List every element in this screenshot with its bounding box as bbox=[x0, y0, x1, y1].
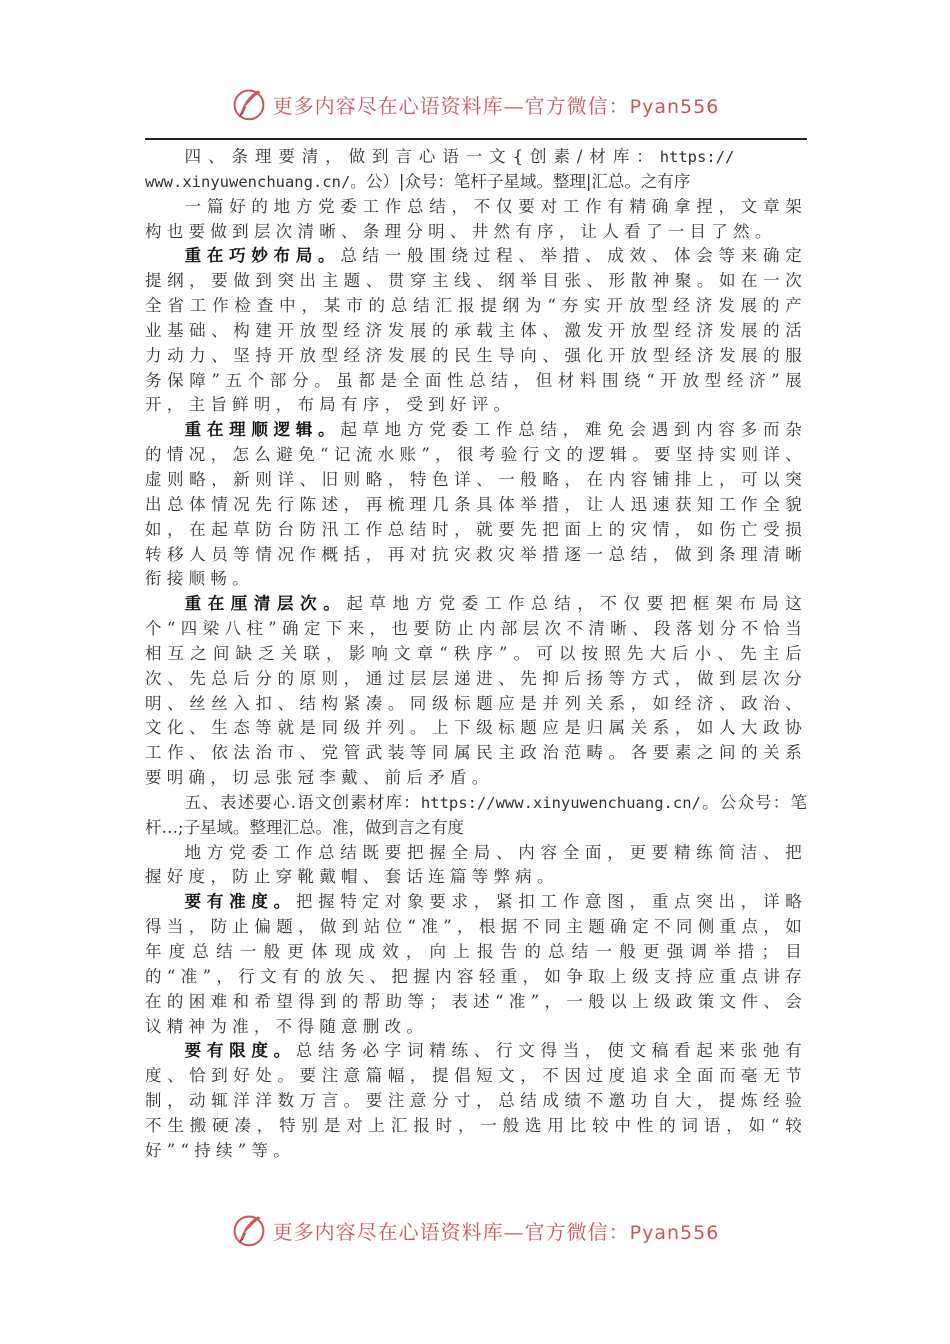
quill-pen-icon bbox=[231, 1212, 267, 1248]
paragraph-logic: 重在理顺逻辑。起草地方党委工作总结，难免会遇到内容多而杂的情况，怎么避免“记流水账”，很考验行文的逻辑。要坚持实则详、虚则略，新则详、旧则略，特色详、一般略，在内容铺排上，可以突出总体情况先行陈述，再梳理几条具体举措，让人迅速获知工作全貌如，在起草防台防汛工作总结时，就要先把面上的灾情，如伤亡受损转移人员等情况作概括，再对抗灾救灾举措逐一总结，做到条理清晰衔接顺畅。 bbox=[145, 420, 807, 589]
footer-banner-text: 更多内容尽在心语资料库—官方微信：Pyan556 bbox=[272, 1219, 720, 1244]
paragraph-restraint: 要有限度。总结务必字词精练、行文得当，使文稿看起来张弛有度、恰到好处。要注意篇幅，提倡短文，不因过度追求全面而毫无节制，动辄洋洋数万言。要注意分寸，总结成绩不邀功自大，提炼经验不生搬硬凑，特别是对上汇报时，一般选用比较中性的词语，如“较好”“持续”等。 bbox=[145, 1041, 807, 1160]
footer-banner[interactable] bbox=[0, 1208, 950, 1252]
paragraph-accuracy-title: 要有准度。 bbox=[184, 892, 296, 912]
document-body bbox=[145, 145, 807, 1164]
paragraph-levels: 重在厘清层次。起草地方党委工作总结，不仅要把框架布局这个“四梁八柱”确定下来，也要防止内部层次不清晰、段落划分不恰当相互之间缺乏关联，影响文章“秩序”。可以按照先大后小、先主后次、先总后分的原则，通过层层递进、先抑后扬等方式，做到层次分明、丝丝入扣、结构紧凑。同级标题应是并列关系，如经济、政治、文化、生态等就是同级并列。上下级标题应是归属关系，如人大政协工作、依法治市、党管武装等同属民主政治范畴。各要素之间的关系要明确，切忌张冠李戴、前后矛盾。 bbox=[145, 594, 807, 788]
header-divider bbox=[145, 138, 807, 140]
quill-pen-icon bbox=[231, 86, 267, 122]
header-banner-text: 更多内容尽在心语资料库—官方微信：Pyan556 bbox=[272, 93, 720, 118]
section-4-intro: 一篇好的地方党委工作总结，不仅要对工作有精确拿捏，文章架构也要做到层次清晰、条理分明、井然有序，让人看了一目了然。 bbox=[145, 196, 807, 241]
paragraph-accuracy: 要有准度。把握特定对象要求，紧扣工作意图，重点突出，详略得当，防止偏题，做到站位“准”，根据不同主题确定不同侧重点，如年度总结一般更体现成效，向上报告的总结一般更强调举措；目的“准”，行文有的放矢、把握内容轻重，如争取上级支持应重点讲存在的困难和希望得到的帮助等；表述“准”，一般以上级政策文件、会议精神为准，不得随意删改。 bbox=[145, 892, 807, 1036]
header-banner[interactable] bbox=[0, 82, 950, 126]
section-5-intro: 地方党委工作总结既要把握全局、内容全面，更要精练简洁、把握好度，防止穿靴戴帽、套话连篇等弊病。 bbox=[145, 842, 807, 887]
paragraph-levels-title: 重在厘清层次。 bbox=[184, 594, 347, 614]
section-4-heading-cont: www.xinyuwenchuang.cn/。公）|众号：笔杆子星域。整理|汇总。之有序 bbox=[145, 171, 691, 191]
paragraph-logic-title: 重在理顺逻辑。 bbox=[184, 420, 341, 440]
paragraph-restraint-title: 要有限度。 bbox=[184, 1041, 296, 1061]
footer-wechat-id: Pyan556 bbox=[629, 1221, 720, 1244]
section-4-heading: 四、条理要清，做到言心语一文{创素/材库：https:// bbox=[184, 147, 735, 166]
paragraph-layout: 重在巧妙布局。总结一般围绕过程、举措、成效、体会等来确定提纲，要做到突出主题、贯穿主线、纲举目张、形散神聚。如在一次全省工作检查中，某市的总结汇报提纲为“夯实开放型经济发展的产业基础、构建开放型经济发展的承载主体、激发开放型经济发展的活力动力、坚持开放型经济发展的民生导向、强化开放型经济发展的服务保障”五个部分。虽都是全面性总结，但材料围绕“开放型经济”展开，主旨鲜明，布局有序，受到好评。 bbox=[145, 246, 807, 415]
section-5-heading: 五、表述要心.语文创素材库：https://www.xinyuwenchuang.cn/。公众号：笔杆…;子星域。整理汇总。准，做到言之有度 bbox=[145, 792, 807, 837]
header-wechat-id: Pyan556 bbox=[629, 95, 720, 118]
paragraph-layout-title: 重在巧妙布局。 bbox=[184, 246, 341, 266]
